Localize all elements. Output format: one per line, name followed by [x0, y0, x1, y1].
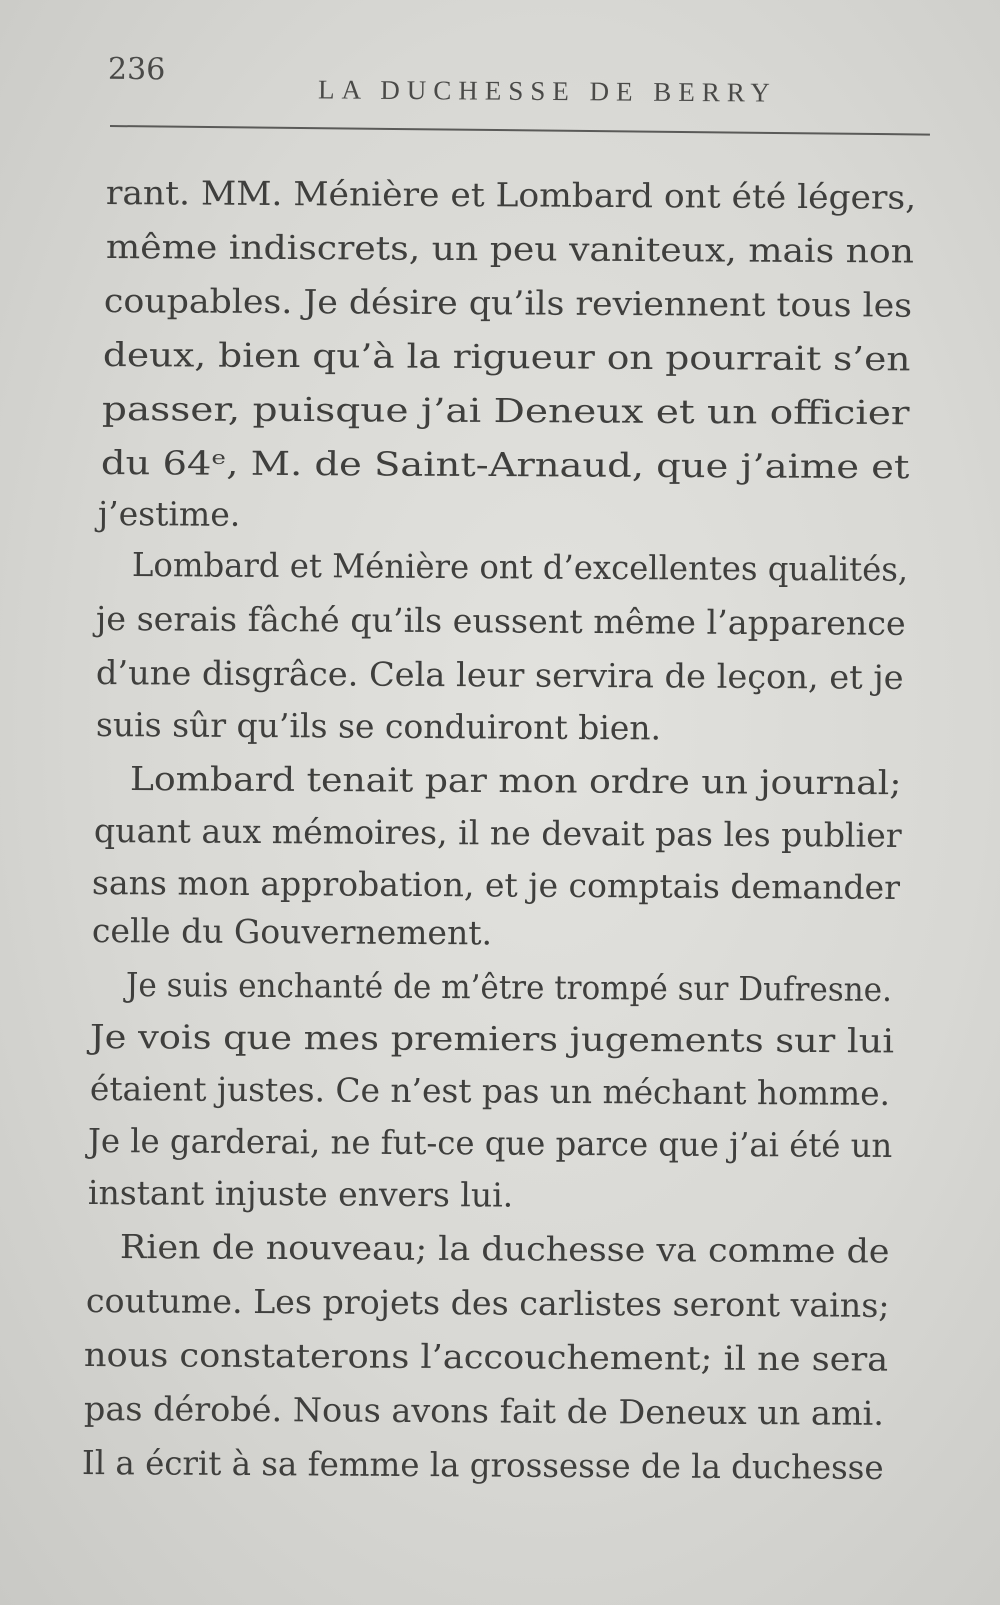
text-line: Il a écrit à sa femme la grossesse de la duchesse [81, 1443, 884, 1487]
text-line: Rien de nouveau; la duchesse va comme de [119, 1227, 890, 1271]
text-line: étaient justes. Ce n’est pas un méchant homme. [89, 1069, 891, 1113]
text-line: même indiscrets, un peu vaniteux, mais non [105, 227, 915, 271]
text-line: nous constaterons l’accouchement; il ne sera [83, 1335, 889, 1379]
text-line: deux, bien qu’à la rigueur on pourrait s’en [102, 335, 911, 379]
text-line: j’estime. [97, 494, 241, 534]
text-line: Je le garderai, ne fut-ce que parce que j’ai été un [87, 1121, 893, 1166]
text-line: Lombard et Ménière ont d’excellentes qualités, [131, 545, 909, 589]
text-line: coutume. Les projets des carlistes seront vains; [85, 1281, 890, 1325]
text-line: sans mon approbation, et je comptais demander [91, 863, 901, 907]
running-head: LA DUCHESSE DE BERRY [317, 74, 777, 108]
text-line: quant aux mémoires, il ne devait pas les publier [93, 811, 902, 855]
text-line: Je suis enchanté de m’être trompé sur Dufresne. [125, 965, 893, 1009]
text-line: Lombard tenait par mon ordre un journal; [129, 759, 902, 803]
page-number: 236 [107, 51, 166, 88]
text-line: Je vois que mes premiers jugements sur lui [89, 1017, 895, 1061]
text-line: celle du Gouvernement. [91, 911, 493, 953]
text-line: d’une disgrâce. Cela leur servira de leçon, et je [95, 653, 904, 697]
text-line: suis sûr qu’ils se conduiront bien. [95, 705, 662, 748]
text-line: coupables. Je désire qu’ils reviennent tous les [103, 281, 913, 325]
text-line: passer, puisque j’ai Deneux et un officier [101, 389, 910, 433]
text-line: rant. MM. Ménière et Lombard ont été légers, [105, 173, 917, 217]
text-line: pas dérobé. Nous avons fait de Deneux un ami. [83, 1389, 885, 1433]
text-line: je serais fâché qu’ils eussent même l’apparence [95, 599, 906, 643]
text-line: instant injuste envers lui. [87, 1173, 514, 1215]
text-line: du 64ᵉ, M. de Saint-Arnaud, que j’aime et [100, 443, 910, 487]
